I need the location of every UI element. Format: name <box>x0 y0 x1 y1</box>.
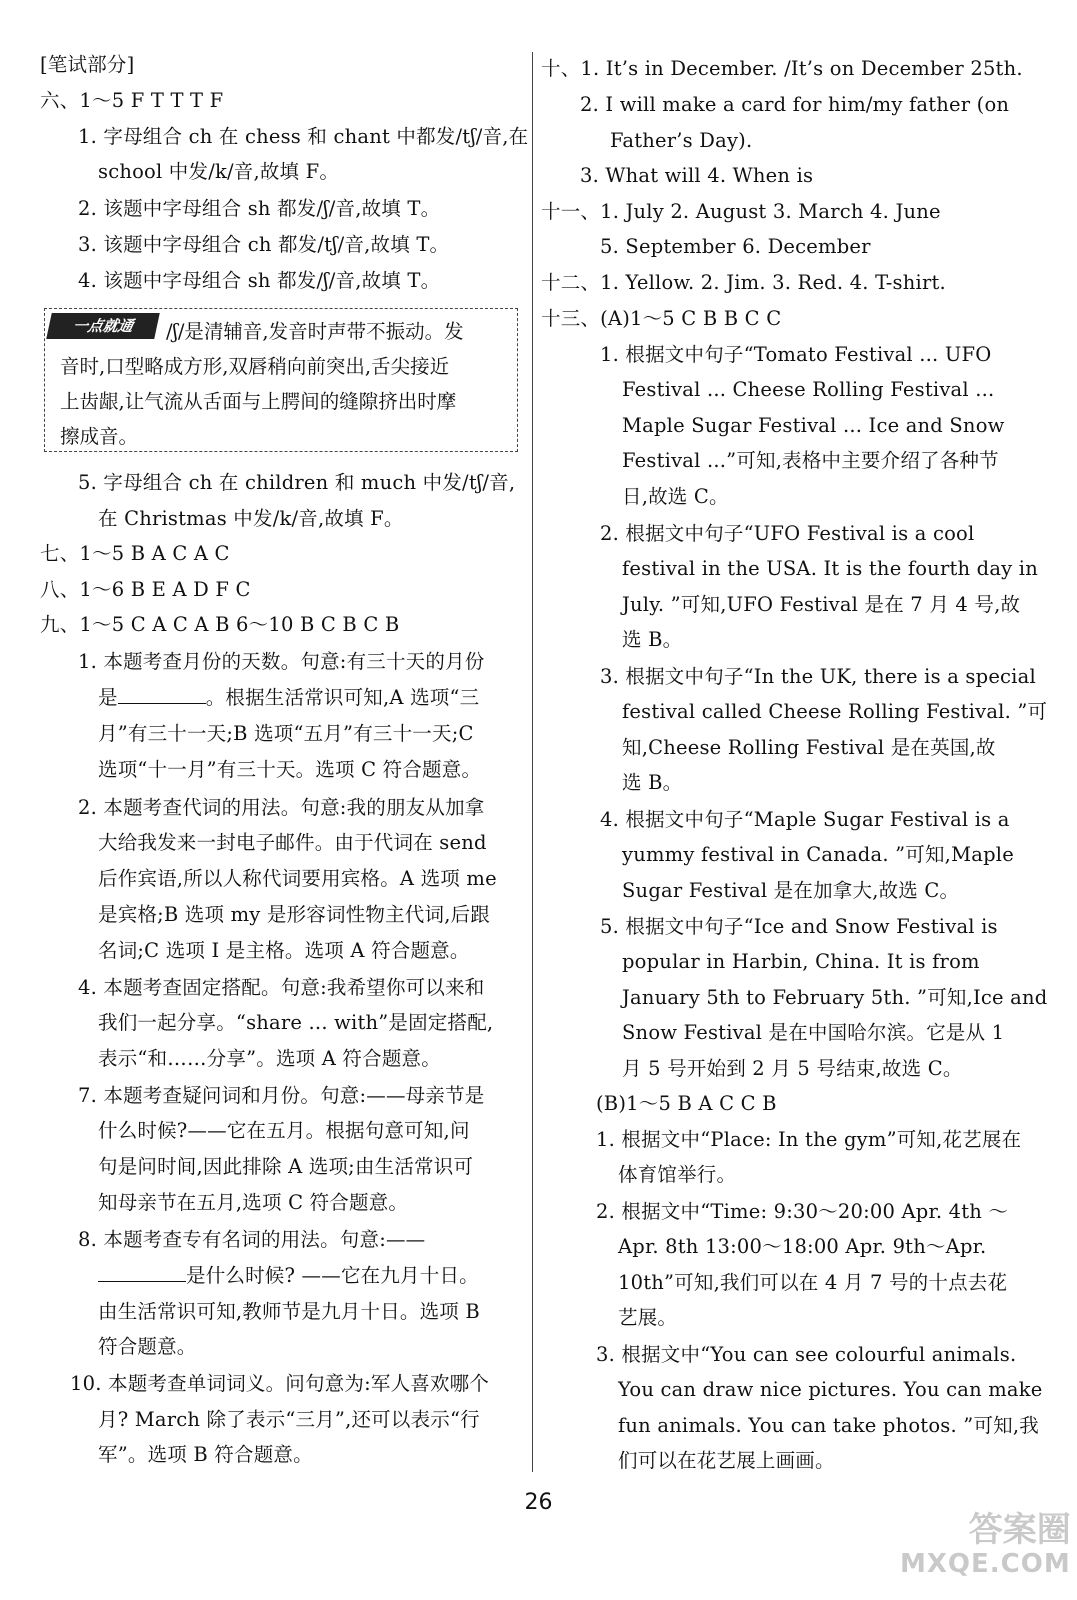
answer-line: 是宾格;B 选项 my 是形容词性物主代词,后跟 <box>98 903 491 926</box>
answer-line: (B)1～5 B A C C B <box>596 1092 777 1115</box>
answer-line: yummy festival in Canada. ”可知,Maple <box>622 843 1014 866</box>
page-number: 26 <box>524 1490 553 1515</box>
answer-line: 我们一起分享。“share ... with”是固定搭配, <box>98 1011 494 1034</box>
answer-line: 10th”可知,我们可以在 4 月 7 号的十点去花 <box>618 1271 1008 1294</box>
answer-line: 选项“十一月”有三十天。选项 C 符合题意。 <box>98 758 482 781</box>
answer-line: 3. 该题中字母组合 ch 都发/tʃ/音,故填 T。 <box>78 233 450 256</box>
answer-line: 8. 本题考查专有名词的用法。句意:—— <box>78 1228 426 1251</box>
answer-line: 知,Cheese Rolling Festival 是在英国,故 <box>622 736 996 759</box>
answer-line: 后作宾语,所以人称代词要用宾格。A 选项 me <box>98 867 497 890</box>
answer-line: 5. 根据文中句子“Ice and Snow Festival is <box>600 915 998 938</box>
answer-line: 句是问时间,因此排除 A 选项;由生活常识可 <box>98 1155 474 1178</box>
answer-line: 艺展。 <box>618 1306 678 1329</box>
answer-line: 日,故选 C。 <box>622 485 729 508</box>
answer-line: 4. 本题考查固定搭配。句意:我希望你可以来和 <box>78 976 485 999</box>
answer-line: 7. 本题考查疑问词和月份。句意:——母亲节是 <box>78 1084 485 1107</box>
answer-line: 1. 字母组合 ch 在 chess 和 chant 中都发/tʃ/音,在 <box>78 125 529 148</box>
answer-line: school 中发/k/音,故填 F。 <box>98 160 340 183</box>
answer-line: 符合题意。 <box>98 1335 197 1358</box>
fill-blank <box>98 1265 186 1282</box>
answer-line: 2. 根据文中句子“UFO Festival is a cool <box>600 522 975 545</box>
answer-line: 月”有三十一天;B 选项“五月”有三十一天;C <box>98 722 474 745</box>
answer-line: 知母亲节在五月,选项 C 符合题意。 <box>98 1191 409 1214</box>
answer-line: July. ”可知,UFO Festival 是在 7 月 4 号,故 <box>622 593 1021 616</box>
answer-line: 六、1～5 F T T T F <box>40 89 224 112</box>
watermark <box>900 1510 1071 1578</box>
tip-line: 擦成音。 <box>60 425 139 448</box>
answer-line: Festival ... Cheese Rolling Festival ... <box>622 378 995 401</box>
answer-line: 5. September 6. December <box>600 235 871 258</box>
answer-line: 军”。选项 B 符合题意。 <box>98 1443 313 1466</box>
tip-line: 上齿龈,让气流从舌面与上腭间的缝隙挤出时摩 <box>60 390 457 413</box>
answer-line: 在 Christmas 中发/k/音,故填 F。 <box>98 507 404 530</box>
answer-line-with-blank: 是什么时候? ——它在九月十日。 <box>98 1259 479 1293</box>
section-header: [笔试部分] <box>40 53 135 76</box>
answer-line: 体育馆举行。 <box>618 1163 737 1186</box>
answer-line: 选 B。 <box>622 628 683 651</box>
answer-line: 大给我发来一封电子邮件。由于代词在 send <box>98 831 487 854</box>
answer-line: 十二、1. Yellow. 2. Jim. 3. Red. 4. T-shirt. <box>541 271 946 294</box>
answer-line: 3. 根据文中句子“In the UK, there is a special <box>600 665 1036 688</box>
answer-line: 名词;C 选项 I 是主格。选项 A 符合题意。 <box>98 939 470 962</box>
answer-line: 八、1～6 B E A D F C <box>40 578 251 601</box>
answer-line: 十、1. It’s in December. /It’s on December 25th. <box>541 57 1023 80</box>
answer-line: 十三、(A)1～5 C B B C C <box>541 307 782 330</box>
answer-line: 月? March 除了表示“三月”,还可以表示“行 <box>98 1408 480 1431</box>
answer-line: January 5th to February 5th. ”可知,Ice and <box>622 986 1048 1009</box>
answer-line: 2. 该题中字母组合 sh 都发/ʃ/音,故填 T。 <box>78 197 441 220</box>
answer-line: festival in the USA. It is the fourth day in <box>622 557 1038 580</box>
answer-line: Apr. 8th 13:00～18:00 Apr. 9th～Apr. <box>618 1235 987 1258</box>
answer-line: 2. 根据文中“Time: 9:30～20:00 Apr. 4th ～ <box>596 1200 1009 1223</box>
column-divider <box>532 52 533 1472</box>
answer-line: 九、1～5 C A C A B 6～10 B C B C B <box>40 613 400 636</box>
answer-line: fun animals. You can take photos. ”可知,我 <box>618 1414 1039 1437</box>
answer-line: 选 B。 <box>622 771 683 794</box>
answer-line: 1. 本题考查月份的天数。句意:有三十天的月份 <box>78 650 485 673</box>
tip-line: /ʃ/是清辅音,发音时声带不振动。发 <box>166 320 464 343</box>
answer-line: 5. 字母组合 ch 在 children 和 much 中发/tʃ/音, <box>78 471 516 494</box>
answer-line: 1. 根据文中“Place: In the gym”可知,花艺展在 <box>596 1128 1022 1151</box>
answer-line: 七、1～5 B A C A C <box>40 542 230 565</box>
answer-line: You can draw nice pictures. You can make <box>618 1378 1043 1401</box>
answer-line: Festival ...”可知,表格中主要介绍了各种节 <box>622 449 999 472</box>
answer-line: 十一、1. July 2. August 3. March 4. June <box>541 200 941 223</box>
answer-line: Maple Sugar Festival ... Ice and Snow <box>622 414 1005 437</box>
answer-line: Father’s Day). <box>610 129 753 152</box>
answer-line: 10. 本题考查单词词义。问句意为:军人喜欢哪个 <box>70 1372 490 1395</box>
watermark-url: MXQE.COM <box>900 1549 1071 1579</box>
answer-line: Snow Festival 是在中国哈尔滨。它是从 1 <box>622 1021 1005 1044</box>
answer-line: 们可以在花艺展上画画。 <box>618 1449 835 1472</box>
tip-badge: 一点就通 <box>46 313 160 339</box>
watermark-logo: 答案圈 <box>968 1510 1071 1550</box>
answer-line: 2. 本题考查代词的用法。句意:我的朋友从加拿 <box>78 796 485 819</box>
answer-line-with-blank: 是 。根据生活常识可知,A 选项“三 <box>98 686 480 709</box>
answer-line: festival called Cheese Rolling Festival. ”可 <box>622 700 1048 723</box>
answer-line: 什么时候?——它在五月。根据句意可知,问 <box>98 1119 470 1142</box>
answer-line: 4. 根据文中句子“Maple Sugar Festival is a <box>600 808 1010 831</box>
fill-blank <box>118 687 206 704</box>
answer-line: popular in Harbin, China. It is from <box>622 950 980 973</box>
answer-line: 3. What will 4. When is <box>580 164 814 187</box>
answer-line: 由生活常识可知,教师节是九月十日。选项 B <box>98 1300 480 1323</box>
answer-line: 表示“和……分享”。选项 A 符合题意。 <box>98 1047 441 1070</box>
answer-line: 4. 该题中字母组合 sh 都发/ʃ/音,故填 T。 <box>78 269 441 292</box>
answer-line: 3. 根据文中“You can see colourful animals. <box>596 1343 1017 1366</box>
answer-line: 1. 根据文中句子“Tomato Festival ... UFO <box>600 343 992 366</box>
tip-line: 音时,口型略成方形,双唇稍向前突出,舌尖接近 <box>60 355 450 378</box>
answer-line: 2. I will make a card for him/my father (on <box>580 93 1010 116</box>
answer-line: Sugar Festival 是在加拿大,故选 C。 <box>622 879 960 902</box>
answer-line: 月 5 号开始到 2 月 5 号结束,故选 C。 <box>622 1057 963 1080</box>
